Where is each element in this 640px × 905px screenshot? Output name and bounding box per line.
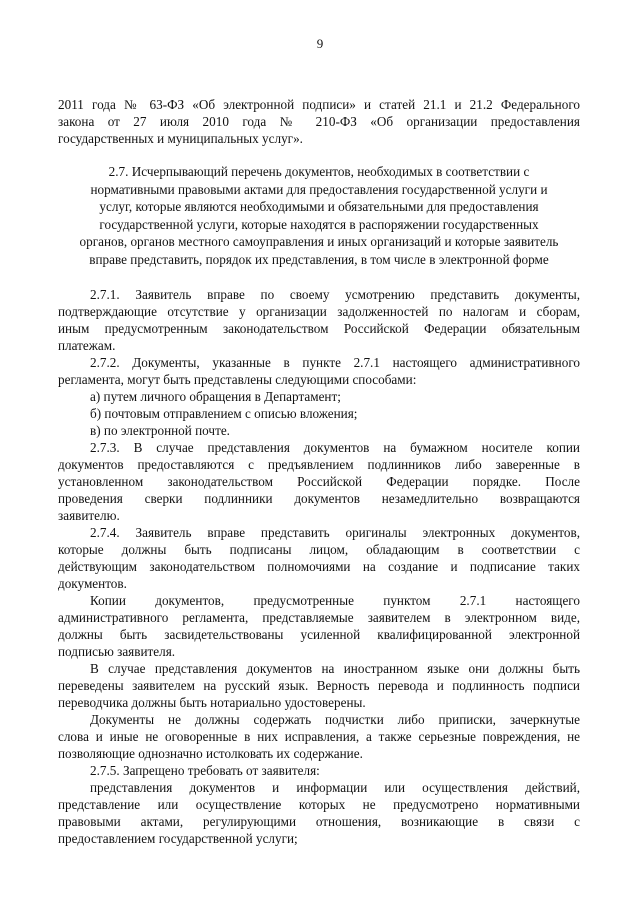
text-line: слова и иные не оговоренные в них исправления, а также серьезные повреждения, не (58, 729, 580, 744)
text-line: заявителю. (58, 508, 120, 523)
methods-list (58, 388, 580, 439)
text-line: проведения сверки подлинники документов незамедлительно возвращаются (58, 491, 580, 506)
text-line: административного регламента, представляемые заявителем в электронном виде, (58, 610, 580, 625)
paragraph-2-7-1 (58, 286, 580, 354)
text-line: 2.7.1. Заявитель вправе по своему усмотрению представить документы, (90, 287, 580, 302)
text-line: правовыми актами, регулирующими отношения, возникающие в связи с (58, 814, 580, 829)
text-line: платежам. (58, 338, 116, 353)
text-line: переведены заявителем на русский язык. Верность перевода и подлинность подписи (58, 678, 580, 693)
text-line: позволяющие однозначно истолковать их содержание. (58, 746, 363, 761)
text-line: действующим законодательством полномочиями на создание и подписание таких (58, 559, 580, 574)
text-line: регламента, могут быть представлены следующими способами: (58, 372, 417, 387)
paragraph-prohibition-a (58, 779, 580, 847)
intro-paragraph (58, 96, 580, 147)
text-line: подтверждающие отсутствие у организации задолженностей по налогам и сборам, (58, 304, 580, 319)
heading-line: услуг, которые являются необходимыми и обязательными для предоставления (99, 199, 539, 214)
text-line: представления документов и информации или осуществления действий, (90, 780, 580, 795)
text-line: Копии документов, предусмотренные пунктом 2.7.1 настоящего (90, 593, 580, 608)
text-line: 2.7.4. Заявитель вправе представить оригиналы электронных документов, (90, 525, 580, 540)
list-item: а) путем личного обращения в Департамент; (90, 389, 341, 404)
text-line: 2.7.2. Документы, указанные в пункте 2.7.1 настоящего административного (90, 355, 580, 370)
list-item: б) почтовым отправлением с описью вложения; (90, 406, 358, 421)
text-line: государственных и муниципальных услуг». (58, 131, 303, 146)
text-line: переводчика должны быть нотариально удостоверены. (58, 695, 366, 710)
paragraph-2-7-3 (58, 439, 580, 524)
section-heading-2-7 (58, 163, 580, 268)
document-body (58, 96, 580, 847)
heading-line: вправе представить, порядок их представления, в том числе в электронной форме (89, 251, 549, 267)
paragraph-document-requirements (58, 711, 580, 762)
text-line: представление или осуществление которых не предусмотрено нормативными (58, 797, 580, 812)
text-line: документов предоставляются с предъявлением подлинников либо заверенные в (58, 457, 580, 472)
text-line: 2.7.5. Запрещено требовать от заявителя: (90, 763, 320, 778)
text-line: документов. (58, 576, 127, 591)
paragraph-2-7-5 (58, 762, 580, 779)
heading-line: государственной услуги, которые находятся в распоряжении государственных (99, 216, 539, 232)
heading-line: нормативными правовыми актами для предоставления государственной услуги и (90, 181, 548, 197)
text-line: Документы не должны содержать подчистки либо приписки, зачеркнутые (90, 712, 580, 727)
text-line: предоставлением государственной услуги; (58, 831, 298, 846)
text-line: иным предусмотренным законодательством Российской Федерации обязательным (58, 321, 580, 336)
text-line: должны быть засвидетельствованы усиленной квалифицированной электронной (58, 627, 580, 642)
text-line: закона от 27 июля 2010 года № 210-ФЗ «Об организации предоставления (58, 114, 580, 129)
list-item: в) по электронной почте. (90, 423, 230, 438)
text-line: 2011 года № 63-ФЗ «Об электронной подписи» и статей 21.1 и 21.2 Федерального (58, 97, 580, 112)
text-line: В случае представления документов на иностранном языке они должны быть (90, 661, 580, 676)
text-line: подписью заявителя. (58, 644, 176, 659)
text-line: 2.7.3. В случае представления документов на бумажном носителе копии (90, 440, 580, 455)
heading-line: 2.7. Исчерпывающий перечень документов, необходимых в соответствии с (108, 164, 530, 179)
page-number: 9 (316, 36, 324, 51)
paragraph-2-7-2 (58, 354, 580, 388)
text-line: которые должны быть подписаны лицом, обладающим в соответствии с (58, 542, 580, 557)
paragraph-foreign-language (58, 660, 580, 711)
heading-line: органов, органов местного самоуправления и иных организаций и которые заявитель (79, 234, 559, 249)
paragraph-2-7-4 (58, 524, 580, 592)
paragraph-copies (58, 592, 580, 660)
text-line: установленном законодательством Российской Федерации порядке. После (58, 474, 580, 489)
